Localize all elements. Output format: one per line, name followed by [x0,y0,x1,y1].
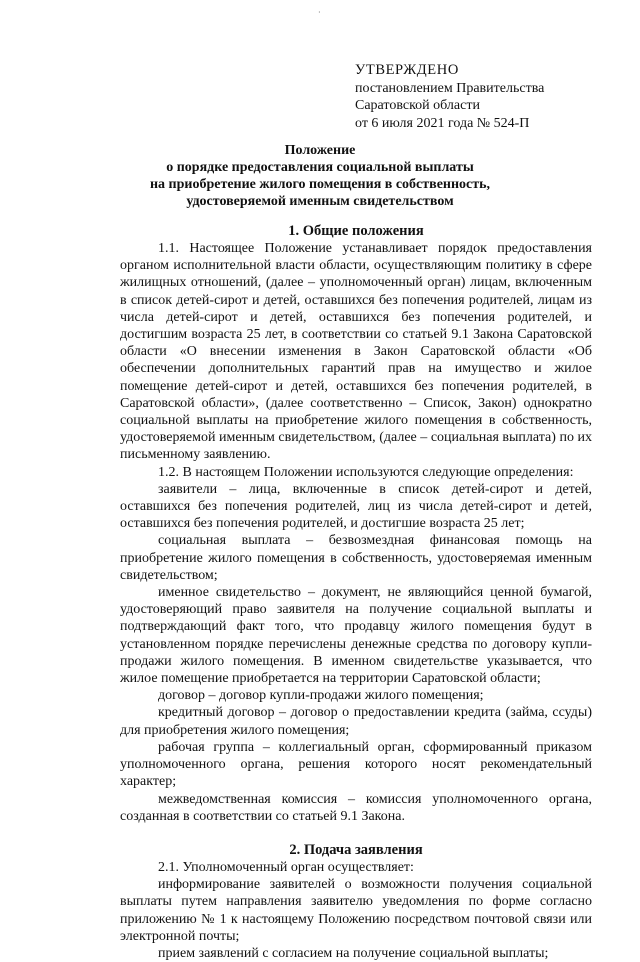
document-body [120,222,592,962]
approval-line-1: УТВЕРЖДЕНО [355,62,459,78]
paragraph-1-2: 1.2. В настоящем Положении используются следующие определения: [158,464,574,480]
paragraph-receiving: прием заявлений с согласием на получение социальной выплаты; [158,945,549,961]
title-line-1: Положение [284,143,356,158]
definition-credit-contract: кредитный договор – договор о предоставлении кредита (займа, ссуды) для приобретения жилого помещения; [120,705,592,738]
section-2-heading: 2. Подача заявления [289,841,423,858]
section-1-heading: 1. Общие положения [288,223,424,239]
title-line-3: на приобретение жилого помещения в собственность, [149,177,491,192]
definition-working-group: рабочая группа – коллегиальный орган, сформированный приказом уполномоченного органа, решения которого носят рекомендательный характер; [120,739,592,790]
definition-applicants: заявители – лица, включенные в список детей-сирот и детей, оставшихся без попечения родителей, лиц из числа детей-сирот и детей, оставшихся без попечения родителей, и достигшие возраста 25 лет; [120,481,592,532]
section-gap [120,825,592,841]
approval-line-4: от 6 июля 2021 года № 524-П [355,115,530,131]
approval-line-3: Саратовской области [355,98,480,113]
title-line-2: о порядке предоставления социальной выплаты [166,160,474,175]
definition-social-payment: социальная выплата – безвозмездная финансовая помощь на приобретение жилого помещения в собственность, удостоверяемая именным свидетельством; [120,533,592,583]
scan-speck: · [318,8,321,17]
definition-commission: межведомственная комиссия – комиссия уполномоченного органа, созданная в соответствии со статьей 9.1 Закона. [120,791,592,824]
paragraph-2-1: 2.1. Уполномоченный орган осуществляет: [158,859,414,875]
definition-contract: договор – договор купли-продажи жилого помещения; [158,688,484,704]
title-line-4: удостоверяемой именным свидетельством [186,194,454,209]
definition-named-certificate: именное свидетельство – документ, не являющийся ценной бумагой, удостоверяющий право заявителя на получение социальной выплаты и подтверждающий факт того, что продавцу жилого помещения будут в установленном порядке перечислены денежные средства по договору купли-продажи жилого помещения. В именном свидетельстве указывается, что жилое помещение приобретается на территории Саратовской области; [120,585,592,687]
approval-line-2: постановлением Правительства [355,80,545,96]
approval-stamp [355,62,625,132]
paragraph-1-1: 1.1. Настоящее Положение устанавливает порядок предоставления органом исполнительной власти области, осуществляющим политику в сфере жилищных отношений, (далее – уполномоченный орган) лицам, включенным в список детей-сирот и детей, оставшихся без попечения родителей, лицам из числа детей-сирот и детей, оставшихся без попечения родителей, и достигшим возраста 25 лет, в соответствии со статьей 9.1 Закона Саратовской области «О внесении изменения в Закон Саратовской области «Об обеспечении дополнительных гарантий прав на имущество и жилое помещение детей-сирот и детей, оставшихся без попечения родителей, в Саратовской области», (далее соответственно – Список, Закон) однократно социальной выплаты на приобретение жилого помещения в собственность, удостоверяемой именным свидетельством, (далее – социальная выплата) по их письменному заявлению. [120,241,592,463]
paragraph-informing: информирование заявителей о возможности получения социальной выплаты путем направления заявителю уведомления по форме согласно приложению № 1 к настоящему Положению посредством почтовой связи или электронной почты; [120,877,592,944]
document-title [110,142,530,210]
